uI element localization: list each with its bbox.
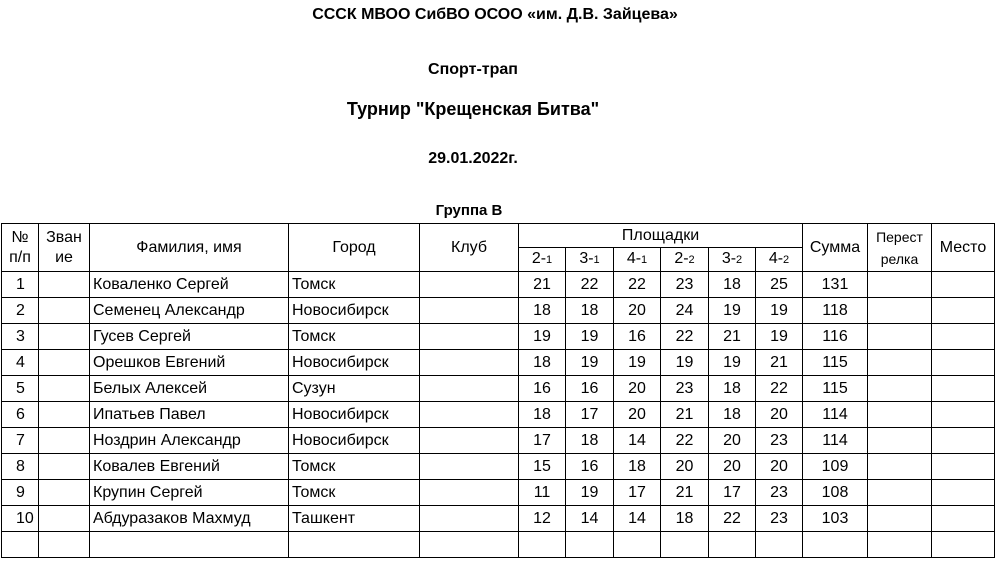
header-row-1 [2, 224, 995, 248]
score-cell: 19 [709, 298, 756, 324]
score-cell: 16 [614, 324, 661, 350]
score-cell: 18 [519, 350, 566, 376]
shootoff-cell [868, 480, 932, 506]
club-cell [420, 324, 519, 350]
score-cell: 20 [756, 454, 803, 480]
shootoff-cell [868, 298, 932, 324]
club-cell [420, 402, 519, 428]
score-cell: 14 [566, 506, 614, 532]
athlete-name: Гусев Сергей [90, 324, 289, 350]
ground-header [519, 248, 566, 272]
score-cell: 18 [661, 506, 709, 532]
rank-cell [39, 506, 90, 532]
score-cell: 20 [709, 428, 756, 454]
table-row [2, 350, 995, 376]
club-cell [420, 376, 519, 402]
score-cell: 19 [566, 480, 614, 506]
sum-cell: 109 [803, 454, 868, 480]
score-cell: 18 [709, 402, 756, 428]
empty-cell [709, 532, 756, 558]
shootoff-header-line1: Перест [876, 228, 923, 245]
score-cell: 22 [756, 376, 803, 402]
score-cell: 18 [614, 454, 661, 480]
discipline-title: Спорт-трап [428, 61, 518, 78]
table-row [2, 454, 995, 480]
score-cell: 18 [519, 402, 566, 428]
empty-cell [661, 532, 709, 558]
empty-cell [803, 532, 868, 558]
rank-cell [39, 454, 90, 480]
table-row [2, 402, 995, 428]
ground-header [566, 248, 614, 272]
score-cell: 20 [756, 402, 803, 428]
athlete-name: Ковалев Евгений [90, 454, 289, 480]
score-cell: 19 [756, 298, 803, 324]
ground-header-main: 2- [531, 250, 547, 267]
score-cell: 12 [519, 506, 566, 532]
shootoff-cell [868, 324, 932, 350]
sum-cell: 116 [803, 324, 868, 350]
city-cell: Томск [289, 454, 420, 480]
city-cell: Новосибирск [289, 428, 420, 454]
score-cell: 21 [756, 350, 803, 376]
sum-cell: 115 [803, 350, 868, 376]
score-cell: 18 [566, 298, 614, 324]
city-cell: Ташкент [289, 506, 420, 532]
place-cell [932, 298, 995, 324]
score-cell: 15 [519, 454, 566, 480]
score-cell: 23 [756, 428, 803, 454]
athlete-name: Коваленко Сергей [90, 272, 289, 298]
rank-header-line1: Зван [46, 228, 82, 246]
club-header: Клуб [420, 224, 519, 272]
num-header [2, 224, 39, 272]
score-cell: 22 [566, 272, 614, 298]
shootoff-cell [868, 272, 932, 298]
ground-header-sub: 1 [641, 254, 648, 266]
score-cell: 23 [661, 272, 709, 298]
rank-cell [39, 402, 90, 428]
row-number: 8 [2, 454, 39, 480]
score-cell: 18 [519, 298, 566, 324]
ground-header [709, 248, 756, 272]
score-cell: 11 [519, 480, 566, 506]
score-cell: 22 [709, 506, 756, 532]
place-cell [932, 454, 995, 480]
name-header: Фамилия, имя [90, 224, 289, 272]
shootoff-cell [868, 376, 932, 402]
ground-header-sub: 1 [546, 254, 553, 266]
sum-cell: 118 [803, 298, 868, 324]
ground-header-main: 2- [674, 250, 689, 267]
results-table-body [2, 224, 995, 558]
ground-header [661, 248, 709, 272]
rank-cell [39, 376, 90, 402]
score-cell: 16 [566, 376, 614, 402]
date-title: 29.01.2022г. [428, 150, 518, 167]
empty-cell [420, 532, 519, 558]
num-header-line1: № [11, 228, 29, 246]
rank-cell [39, 428, 90, 454]
club-cell [420, 272, 519, 298]
rank-cell [39, 480, 90, 506]
score-cell: 22 [614, 272, 661, 298]
table-row [2, 298, 995, 324]
score-cell: 19 [566, 324, 614, 350]
row-number: 7 [2, 428, 39, 454]
city-cell: Новосибирск [289, 350, 420, 376]
organization-title: СССК МВОО СибВО ОСОО «им. Д.В. Зайцева» [312, 6, 678, 23]
sum-cell: 114 [803, 402, 868, 428]
score-cell: 22 [661, 324, 709, 350]
table-row [2, 324, 995, 350]
row-number: 4 [2, 350, 39, 376]
score-cell: 23 [756, 480, 803, 506]
grounds-header: Площадки [519, 224, 803, 248]
ground-header-sub: 2 [783, 254, 790, 266]
score-cell: 20 [614, 402, 661, 428]
score-cell: 19 [614, 350, 661, 376]
score-cell: 17 [709, 480, 756, 506]
athlete-name: Крупин Сергей [90, 480, 289, 506]
place-cell [932, 428, 995, 454]
club-cell [420, 350, 519, 376]
rank-cell [39, 350, 90, 376]
tournament-title: Турнир "Крещенская Битва" [346, 99, 600, 119]
sum-cell: 108 [803, 480, 868, 506]
place-cell [932, 506, 995, 532]
table-row [2, 480, 995, 506]
city-header: Город [289, 224, 420, 272]
rank-cell [39, 324, 90, 350]
place-cell [932, 272, 995, 298]
club-cell [420, 506, 519, 532]
rank-header [39, 224, 90, 272]
sum-cell: 103 [803, 506, 868, 532]
score-cell: 16 [566, 454, 614, 480]
city-cell: Сузун [289, 376, 420, 402]
row-number: 6 [2, 402, 39, 428]
row-number: 10 [2, 506, 39, 532]
row-number: 1 [2, 272, 39, 298]
sum-cell: 115 [803, 376, 868, 402]
num-header-line2: п/п [9, 248, 31, 266]
club-cell [420, 454, 519, 480]
club-cell [420, 428, 519, 454]
empty-table-row [2, 532, 995, 558]
score-cell: 17 [566, 402, 614, 428]
score-cell: 18 [709, 272, 756, 298]
shootoff-header-line2: релка [880, 250, 919, 267]
row-number: 3 [2, 324, 39, 350]
score-cell: 21 [709, 324, 756, 350]
shootoff-cell [868, 428, 932, 454]
athlete-name: Абдуразаков Махмуд [90, 506, 289, 532]
city-cell: Томск [289, 324, 420, 350]
rank-header-line2: ие [55, 248, 73, 266]
empty-cell [90, 532, 289, 558]
ground-header-sub: 2 [736, 254, 743, 266]
score-cell: 21 [661, 402, 709, 428]
score-cell: 20 [614, 376, 661, 402]
score-cell: 23 [756, 506, 803, 532]
score-cell: 17 [614, 480, 661, 506]
empty-cell [289, 532, 420, 558]
score-cell: 14 [614, 506, 661, 532]
score-cell: 19 [519, 324, 566, 350]
score-cell: 21 [661, 480, 709, 506]
score-cell: 20 [614, 298, 661, 324]
score-cell: 19 [756, 324, 803, 350]
score-cell: 22 [661, 428, 709, 454]
score-cell: 14 [614, 428, 661, 454]
shootoff-cell [868, 402, 932, 428]
score-cell: 18 [709, 376, 756, 402]
row-number: 2 [2, 298, 39, 324]
score-cell: 24 [661, 298, 709, 324]
score-cell: 16 [519, 376, 566, 402]
athlete-name: Ипатьев Павел [90, 402, 289, 428]
place-cell [932, 376, 995, 402]
table-row [2, 272, 995, 298]
empty-cell [756, 532, 803, 558]
empty-cell [614, 532, 661, 558]
score-cell: 20 [709, 454, 756, 480]
shootoff-cell [868, 506, 932, 532]
ground-header-sub: 1 [593, 254, 600, 266]
sum-cell: 131 [803, 272, 868, 298]
score-cell: 19 [661, 350, 709, 376]
rank-cell [39, 272, 90, 298]
empty-cell [932, 532, 995, 558]
score-cell: 23 [661, 376, 709, 402]
score-cell: 20 [661, 454, 709, 480]
empty-cell [868, 532, 932, 558]
shootoff-cell [868, 454, 932, 480]
row-number: 9 [2, 480, 39, 506]
place-cell [932, 324, 995, 350]
club-cell [420, 298, 519, 324]
ground-header [756, 248, 803, 272]
ground-header-main: 4- [768, 250, 784, 267]
city-cell: Томск [289, 272, 420, 298]
place-cell [932, 402, 995, 428]
athlete-name: Ноздрин Александр [90, 428, 289, 454]
ground-header-main: 3- [721, 250, 737, 267]
row-number: 5 [2, 376, 39, 402]
results-table [1, 223, 995, 558]
empty-cell [566, 532, 614, 558]
score-cell: 25 [756, 272, 803, 298]
place-cell [932, 480, 995, 506]
table-row [2, 428, 995, 454]
table-row [2, 506, 995, 532]
score-cell: 19 [566, 350, 614, 376]
rank-cell [39, 298, 90, 324]
athlete-name: Белых Алексей [90, 376, 289, 402]
city-cell: Новосибирск [289, 298, 420, 324]
empty-cell [39, 532, 90, 558]
score-cell: 19 [709, 350, 756, 376]
shootoff-header [868, 224, 932, 272]
club-cell [420, 480, 519, 506]
city-cell: Новосибирск [289, 402, 420, 428]
ground-header-main: 4- [626, 250, 642, 267]
empty-cell [519, 532, 566, 558]
ground-header-main: 3- [579, 250, 594, 267]
athlete-name: Орешков Евгений [90, 350, 289, 376]
place-cell [932, 350, 995, 376]
sum-cell: 114 [803, 428, 868, 454]
shootoff-cell [868, 350, 932, 376]
ground-header-sub: 2 [688, 254, 695, 266]
score-cell: 21 [519, 272, 566, 298]
ground-header [614, 248, 661, 272]
athlete-name: Семенец Александр [90, 298, 289, 324]
city-cell: Томск [289, 480, 420, 506]
table-row [2, 376, 995, 402]
empty-cell [2, 532, 39, 558]
sum-header: Сумма [803, 224, 868, 272]
place-header: Место [932, 224, 995, 272]
group-title: Группа В [435, 202, 503, 219]
score-cell: 17 [519, 428, 566, 454]
score-cell: 18 [566, 428, 614, 454]
